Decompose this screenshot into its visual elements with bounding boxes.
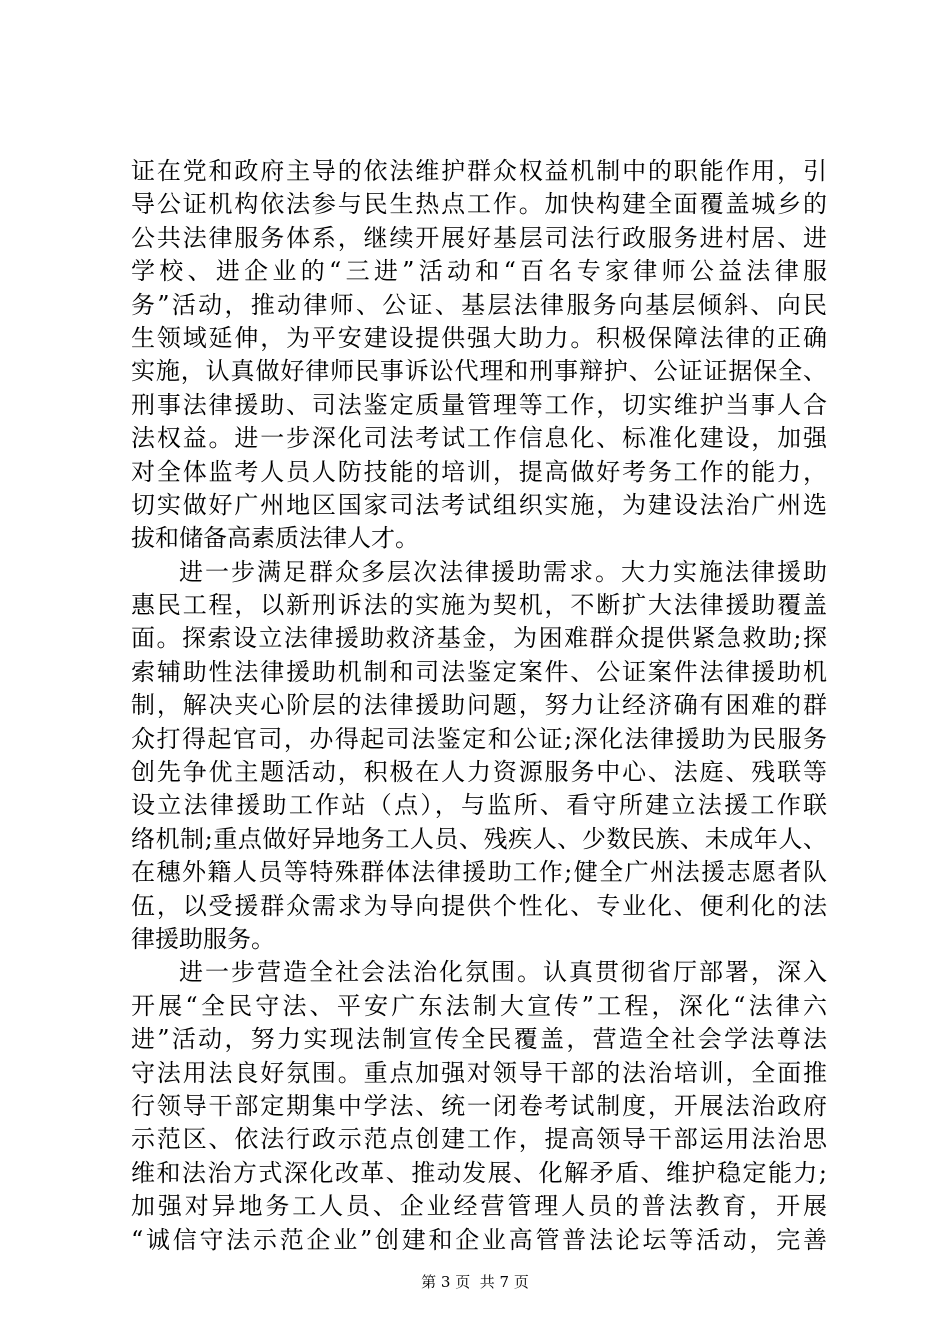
text-line: 学校、进企业的“三进”活动和“百名专家律师公益法律服 [131, 257, 827, 286]
text-line: 设立法律援助工作站（点），与监所、看守所建立法援工作联 [131, 791, 827, 820]
text-line: 法权益。进一步深化司法考试工作信息化、标准化建设，加强 [131, 424, 827, 453]
text-line: 进”活动，努力实现法制宣传全民覆盖，营造全社会学法尊法 [131, 1025, 827, 1054]
document-body [131, 155, 827, 1257]
text-line: 维和法治方式深化改革、推动发展、化解矛盾、维护稳定能力; [131, 1158, 827, 1187]
text-line: 刑事法律援助、司法鉴定质量管理等工作，切实维护当事人合 [131, 390, 827, 419]
text-line: 络机制;重点做好异地务工人员、残疾人、少数民族、未成年人、 [131, 824, 827, 853]
text-line: 索辅助性法律援助机制和司法鉴定案件、公证案件法律援助机 [131, 657, 827, 686]
text-line: 对全体监考人员人防技能的培训，提高做好考务工作的能力， [131, 457, 827, 486]
text-line: 导公证机构依法参与民生热点工作。加快构建全面覆盖城乡的 [131, 190, 827, 219]
text-line: 切实做好广州地区国家司法考试组织实施，为建设法治广州选 [131, 490, 827, 519]
text-line: 实施，认真做好律师民事诉讼代理和刑事辩护、公证证据保全、 [131, 357, 827, 386]
text-line: 伍，以受援群众需求为导向提供个性化、专业化、便利化的法 [131, 891, 827, 920]
text-line: 进一步营造全社会法治化氛围。认真贯彻省厅部署，深入 [179, 958, 827, 987]
text-line: 生领域延伸，为平安建设提供强大助力。积极保障法律的正确 [131, 323, 827, 352]
text-line: 惠民工程，以新刑诉法的实施为契机，不断扩大法律援助覆盖 [131, 591, 827, 620]
text-line: 在穗外籍人员等特殊群体法律援助工作;健全广州法援志愿者队 [131, 858, 827, 887]
text-line: 加强对异地务工人员、企业经营管理人员的普法教育，开展 [131, 1192, 827, 1221]
text-line: 证在党和政府主导的依法维护群众权益机制中的职能作用，引 [131, 157, 827, 185]
text-line: 拔和储备高素质法律人才。 [131, 524, 419, 553]
text-line: 守法用法良好氛围。重点加强对领导干部的法治培训，全面推 [131, 1058, 827, 1087]
text-line: 务”活动，推动律师、公证、基层法律服务向基层倾斜、向民 [131, 290, 827, 319]
text-line: 开展“全民守法、平安广东法制大宣传”工程，深化“法律六 [131, 991, 827, 1020]
text-line: 创先争优主题活动，积极在人力资源服务中心、法庭、残联等 [131, 758, 827, 787]
text-line: 示范区、依法行政示范点创建工作，提高领导干部运用法治思 [131, 1125, 827, 1154]
text-line: “诚信守法示范企业”创建和企业高管普法论坛等活动，完善 [131, 1225, 827, 1254]
text-line: 制，解决夹心阶层的法律援助问题，努力让经济确有困难的群 [131, 691, 827, 720]
text-line: 公共法律服务体系，继续开展好基层司法行政服务进村居、进 [131, 223, 827, 252]
text-line: 面。探索设立法律援助救济基金，为困难群众提供紧急救助;探 [131, 624, 827, 653]
text-line: 进一步满足群众多层次法律援助需求。大力实施法律援助 [179, 557, 827, 586]
text-line: 律援助服务。 [131, 924, 275, 953]
text-line: 众打得起官司，办得起司法鉴定和公证;深化法律援助为民服务 [131, 724, 827, 753]
text-line: 行领导干部定期集中学法、统一闭卷考试制度，开展法治政府 [131, 1091, 827, 1120]
page-footer: 第 3 页 共 7 页 [421, 1273, 529, 1291]
